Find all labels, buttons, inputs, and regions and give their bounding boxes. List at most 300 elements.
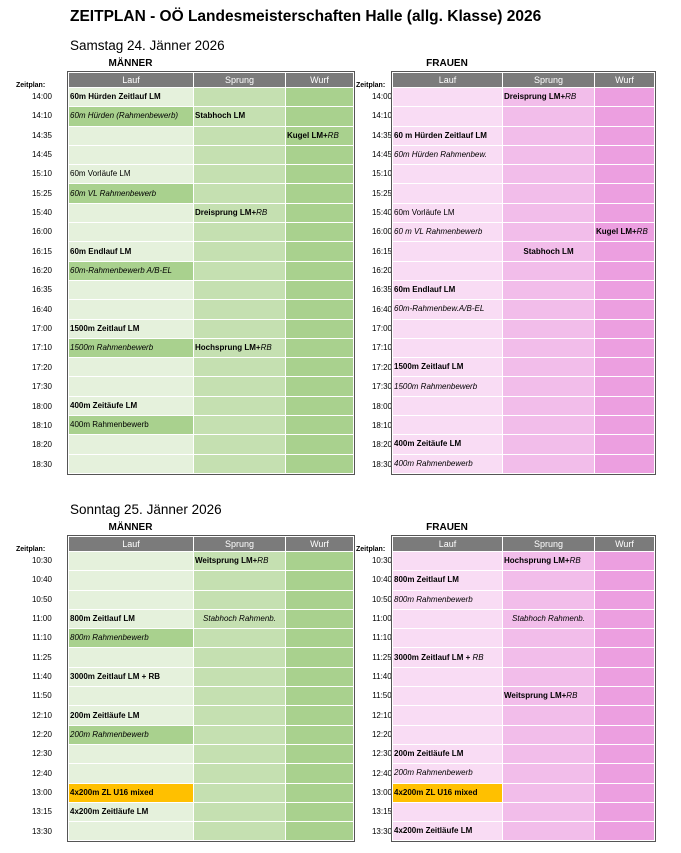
time-cell: 15:40 xyxy=(31,208,53,218)
event-text: 3000m Zeitlauf LM + RB xyxy=(70,671,161,681)
lauf-cell xyxy=(69,377,194,396)
sprung-cell xyxy=(503,203,595,222)
schedule-table-frauen xyxy=(392,72,655,474)
sprung-cell xyxy=(194,609,286,628)
wurf-cell xyxy=(286,552,354,571)
time-cell: 12:10 xyxy=(371,710,393,720)
sprung-cell xyxy=(503,454,595,473)
sprung-cell xyxy=(503,687,595,706)
table-row xyxy=(393,435,655,454)
event-text: 400m Rahmenbewerb xyxy=(70,420,149,430)
wurf-cell xyxy=(595,203,655,222)
lauf-cell xyxy=(69,88,194,107)
table-row xyxy=(69,744,354,763)
time-cell: 13:30 xyxy=(371,826,393,836)
table-row xyxy=(69,88,354,107)
lauf-cell xyxy=(393,725,503,744)
lauf-cell xyxy=(69,145,194,164)
table-row xyxy=(393,416,655,435)
table-row xyxy=(393,165,655,184)
time-cell: 10:50 xyxy=(371,594,393,604)
wurf-cell xyxy=(595,107,655,126)
table-row xyxy=(393,203,655,222)
table-row xyxy=(393,454,655,473)
wurf-cell xyxy=(286,242,354,261)
lauf-cell xyxy=(393,667,503,686)
maenner-label: MÄNNER xyxy=(108,522,153,533)
wurf-cell xyxy=(286,802,354,821)
wurf-cell xyxy=(595,358,655,377)
table-row xyxy=(393,783,655,802)
time-column-maenner xyxy=(18,87,66,474)
time-column-maenner xyxy=(18,551,66,841)
time-cell: 18:00 xyxy=(371,401,393,411)
sprung-cell xyxy=(194,590,286,609)
table-row xyxy=(69,435,354,454)
event-text: 800m Rahmenbewerb xyxy=(70,633,149,643)
lauf-cell xyxy=(393,165,503,184)
event-text: 1500m Rahmenbewerb xyxy=(394,381,478,391)
sprung-cell xyxy=(503,280,595,299)
time-cell: 18:10 xyxy=(31,420,53,430)
event-text: Weitsprung LM+ xyxy=(195,556,258,566)
sprung-cell xyxy=(503,648,595,667)
table-row xyxy=(393,377,655,396)
schedule-table-maenner xyxy=(68,536,354,841)
event-text: 4x200m Zeitläufe LM xyxy=(70,807,149,816)
table-row xyxy=(393,126,655,145)
lauf-cell xyxy=(69,552,194,571)
wurf-cell xyxy=(286,744,354,763)
event-text: 60 m Hürden Zeitlauf LM xyxy=(394,130,487,140)
wurf-cell xyxy=(286,416,354,435)
table-row xyxy=(393,261,655,280)
time-cell: 17:00 xyxy=(31,324,53,334)
sprung-cell xyxy=(503,396,595,415)
time-cell: 16:40 xyxy=(371,304,393,314)
sprung-cell xyxy=(194,319,286,338)
table-row xyxy=(69,126,354,145)
time-cell: 10:50 xyxy=(31,594,53,604)
table-row xyxy=(393,396,655,415)
time-cell: 17:10 xyxy=(371,343,393,353)
lauf-cell xyxy=(393,319,503,338)
table-row xyxy=(69,338,354,357)
lauf-cell xyxy=(393,280,503,299)
sprung-cell xyxy=(503,667,595,686)
table-row xyxy=(393,802,655,821)
lauf-cell xyxy=(393,107,503,126)
sprung-cell xyxy=(503,319,595,338)
event-text: Kugel LM+ xyxy=(287,130,328,140)
sprung-cell xyxy=(194,107,286,126)
sprung-cell xyxy=(503,629,595,648)
table-row xyxy=(393,590,655,609)
time-cell: 17:10 xyxy=(31,343,53,353)
sprung-cell xyxy=(194,242,286,261)
table-row xyxy=(69,396,354,415)
event-text: Hochsprung LM+ xyxy=(504,556,570,566)
lauf-cell xyxy=(69,203,194,222)
table-row xyxy=(393,358,655,377)
sprung-cell xyxy=(194,725,286,744)
lauf-cell xyxy=(393,802,503,821)
table-row xyxy=(69,725,354,744)
wurf-cell xyxy=(286,165,354,184)
event-text: 800m Rahmenbewerb xyxy=(394,594,473,604)
time-cell: 11:50 xyxy=(32,691,52,701)
wurf-cell xyxy=(595,338,655,357)
wurf-cell xyxy=(595,609,655,628)
wurf-cell xyxy=(595,454,655,473)
lauf-cell xyxy=(393,300,503,319)
wurf-cell xyxy=(595,377,655,396)
wurf-cell xyxy=(595,590,655,609)
time-cell: 12:10 xyxy=(31,710,53,720)
table-row xyxy=(393,552,655,571)
wurf-cell xyxy=(595,687,655,706)
lauf-cell xyxy=(69,571,194,590)
lauf-cell xyxy=(69,126,194,145)
event-text: Stabhoch LM xyxy=(195,111,246,121)
event-text: 60m Hürden (Rahmenbewerb) xyxy=(70,111,179,121)
lauf-cell xyxy=(393,126,503,145)
event-text: Stabhoch LM xyxy=(523,246,574,256)
time-cell: 18:30 xyxy=(31,459,53,469)
sprung-cell xyxy=(194,203,286,222)
wurf-cell xyxy=(286,280,354,299)
wurf-cell xyxy=(595,319,655,338)
table-row xyxy=(393,338,655,357)
sprung-cell xyxy=(194,261,286,280)
time-cell: 18:10 xyxy=(371,420,393,430)
lauf-cell xyxy=(393,416,503,435)
table-row xyxy=(393,764,655,783)
wurf-cell xyxy=(595,744,655,763)
sprung-cell xyxy=(503,744,595,763)
wurf-cell xyxy=(595,242,655,261)
wurf-cell xyxy=(595,667,655,686)
sprung-cell xyxy=(503,242,595,261)
event-text: 200m Zeitläufe LM xyxy=(394,749,464,759)
lauf-cell xyxy=(69,184,194,203)
wurf-cell xyxy=(286,667,354,686)
wurf-cell xyxy=(595,126,655,145)
wurf-cell xyxy=(286,319,354,338)
event-text: 1500m Rahmenbewerb xyxy=(70,343,154,352)
sprung-cell xyxy=(194,396,286,415)
sprung-cell xyxy=(503,145,595,164)
wurf-cell xyxy=(286,377,354,396)
wurf-cell xyxy=(595,725,655,744)
time-cell: 17:30 xyxy=(371,382,393,392)
table-row xyxy=(393,648,655,667)
time-cell: 12:40 xyxy=(371,768,393,778)
sprung-cell xyxy=(503,783,595,802)
wurf-cell xyxy=(595,145,655,164)
lauf-cell xyxy=(393,358,503,377)
sprung-cell xyxy=(503,609,595,628)
time-cell: 17:20 xyxy=(371,362,393,372)
wurf-cell xyxy=(286,783,354,802)
wurf-cell xyxy=(286,435,354,454)
time-cell: 16:40 xyxy=(31,304,53,314)
time-cell: 15:10 xyxy=(31,169,53,179)
sprung-cell xyxy=(194,300,286,319)
sprung-cell xyxy=(503,300,595,319)
time-cell: 14:35 xyxy=(31,130,53,140)
wurf-cell xyxy=(595,764,655,783)
table-row xyxy=(69,687,354,706)
table-row xyxy=(393,667,655,686)
wurf-cell xyxy=(286,88,354,107)
lauf-cell xyxy=(69,107,194,126)
sprung-cell xyxy=(194,126,286,145)
time-cell: 17:00 xyxy=(371,324,393,334)
sprung-cell xyxy=(194,571,286,590)
table-row xyxy=(393,300,655,319)
lauf-cell xyxy=(393,435,503,454)
event-text: 400m Rahmenbewerb xyxy=(394,458,473,468)
table-row xyxy=(69,571,354,590)
time-cell: 13:00 xyxy=(371,788,393,798)
wurf-cell xyxy=(286,764,354,783)
wurf-cell xyxy=(286,107,354,126)
table-row xyxy=(69,783,354,802)
event-text: Weitsprung LM+ xyxy=(504,691,567,701)
table-row xyxy=(69,145,354,164)
wurf-cell xyxy=(286,300,354,319)
wurf-cell xyxy=(286,145,354,164)
rb-suffix: RB xyxy=(260,343,272,352)
time-cell: 14:10 xyxy=(31,111,53,121)
table-row xyxy=(393,242,655,261)
lauf-cell xyxy=(393,764,503,783)
time-cell: 11:50 xyxy=(372,691,392,701)
table-row xyxy=(393,145,655,164)
lauf-cell xyxy=(393,338,503,357)
sprung-cell xyxy=(503,822,595,841)
wurf-cell xyxy=(286,648,354,667)
lauf-cell xyxy=(69,822,194,841)
lauf-cell xyxy=(69,629,194,648)
table-row xyxy=(69,280,354,299)
time-cell: 16:35 xyxy=(371,285,393,295)
day-label: Sonntag 25. Jänner 2026 xyxy=(70,502,222,517)
lauf-cell xyxy=(69,609,194,628)
event-text: 4x200m ZL U16 mixed xyxy=(70,787,154,797)
wurf-cell xyxy=(595,783,655,802)
sprung-cell xyxy=(194,802,286,821)
frauen-label: FRAUEN xyxy=(426,58,468,69)
wurf-cell xyxy=(286,629,354,648)
lauf-cell xyxy=(69,783,194,802)
time-cell: 16:15 xyxy=(31,246,53,256)
event-text: Dreisprung LM+ xyxy=(504,92,566,102)
event-text: 60m Vorläufe LM xyxy=(70,169,131,179)
event-text: 60m Hürden Zeitlauf LM xyxy=(70,92,161,102)
lauf-cell xyxy=(69,435,194,454)
table-row xyxy=(69,319,354,338)
table-row xyxy=(69,802,354,821)
sprung-cell xyxy=(503,223,595,242)
time-cell: 18:20 xyxy=(31,440,53,450)
lauf-cell xyxy=(69,667,194,686)
lauf-cell xyxy=(69,454,194,473)
lauf-cell xyxy=(393,377,503,396)
wurf-cell xyxy=(595,280,655,299)
wurf-cell xyxy=(595,629,655,648)
table-row xyxy=(69,107,354,126)
sprung-cell xyxy=(194,744,286,763)
table-row xyxy=(393,706,655,725)
wurf-cell xyxy=(286,822,354,841)
col-header-wurf: Wurf xyxy=(595,73,655,88)
col-header-wurf: Wurf xyxy=(286,537,354,552)
page-title: ZEITPLAN - OÖ Landesmeisterschaften Halle (allg. Klasse) 2026 xyxy=(70,8,542,25)
sprung-cell xyxy=(503,165,595,184)
lauf-cell xyxy=(69,300,194,319)
wurf-cell xyxy=(286,223,354,242)
col-header-sprung: Sprung xyxy=(503,73,595,88)
sprung-cell xyxy=(503,706,595,725)
lauf-cell xyxy=(69,687,194,706)
event-text: 60m-Rahmenbewerb A/B-EL xyxy=(70,265,172,275)
sprung-cell xyxy=(503,435,595,454)
table-row xyxy=(393,280,655,299)
sprung-cell xyxy=(503,764,595,783)
table-row xyxy=(69,203,354,222)
time-cell: 12:20 xyxy=(371,730,393,740)
table-row xyxy=(69,454,354,473)
sprung-cell xyxy=(503,184,595,203)
table-row xyxy=(393,107,655,126)
table-row xyxy=(393,822,655,841)
time-cell: 16:20 xyxy=(31,266,53,276)
event-text: Stabhoch Rahmenb. xyxy=(203,614,276,624)
event-text: Stabhoch Rahmenb. xyxy=(512,614,585,624)
wurf-cell xyxy=(286,184,354,203)
time-cell: 17:30 xyxy=(31,382,53,392)
table-row xyxy=(69,300,354,319)
lauf-cell xyxy=(393,687,503,706)
event-text: Hochsprung LM+ xyxy=(195,343,261,352)
time-cell: 11:00 xyxy=(32,614,52,624)
lauf-cell xyxy=(69,764,194,783)
zeitplan-label-right: Zeitplan: xyxy=(356,82,386,89)
wurf-cell xyxy=(595,435,655,454)
wurf-cell xyxy=(286,203,354,222)
wurf-cell xyxy=(595,88,655,107)
time-cell: 16:20 xyxy=(371,266,393,276)
lauf-cell xyxy=(393,203,503,222)
table-row xyxy=(69,648,354,667)
sprung-cell xyxy=(194,184,286,203)
table-row xyxy=(393,319,655,338)
time-cell: 12:30 xyxy=(31,749,53,759)
sprung-cell xyxy=(194,435,286,454)
sprung-cell xyxy=(503,416,595,435)
lauf-cell xyxy=(393,648,503,667)
col-header-wurf: Wurf xyxy=(595,537,655,552)
time-cell: 15:25 xyxy=(31,188,53,198)
sprung-cell xyxy=(503,571,595,590)
rb-suffix: RB xyxy=(327,130,339,140)
table-row xyxy=(393,744,655,763)
time-cell: 18:00 xyxy=(31,401,53,411)
table-row xyxy=(393,88,655,107)
time-cell: 16:15 xyxy=(371,246,393,256)
lauf-cell xyxy=(393,223,503,242)
lauf-cell xyxy=(69,319,194,338)
time-cell: 11:10 xyxy=(372,633,392,643)
wurf-cell xyxy=(286,687,354,706)
event-text: 4x200m ZL U16 mixed xyxy=(394,787,478,797)
table-row xyxy=(69,242,354,261)
sprung-cell xyxy=(194,377,286,396)
lauf-cell xyxy=(393,783,503,802)
table-row xyxy=(69,822,354,841)
col-header-wurf: Wurf xyxy=(286,73,354,88)
time-cell: 18:20 xyxy=(371,440,393,450)
time-cell: 14:00 xyxy=(371,92,393,101)
event-text: 800m Zeitlauf LM xyxy=(70,614,135,624)
sprung-cell xyxy=(503,590,595,609)
event-text: 60m Vorläufe LM xyxy=(394,207,455,217)
rb-suffix: RB xyxy=(569,556,581,566)
wurf-cell xyxy=(286,454,354,473)
sprung-cell xyxy=(503,107,595,126)
sprung-cell xyxy=(194,764,286,783)
sprung-cell xyxy=(194,783,286,802)
event-text: 60m Endlauf LM xyxy=(70,246,132,256)
rb-suffix: RB xyxy=(566,691,578,701)
event-text: 800m Zeitlauf LM xyxy=(394,575,459,585)
col-header-lauf: Lauf xyxy=(69,537,194,552)
table-row xyxy=(69,667,354,686)
table-row xyxy=(393,725,655,744)
sprung-cell xyxy=(194,822,286,841)
col-header-lauf: Lauf xyxy=(393,73,503,88)
wurf-cell xyxy=(286,609,354,628)
event-text: 60m-Rahmenbew.A/B-EL xyxy=(394,304,485,314)
wurf-cell xyxy=(286,590,354,609)
sprung-cell xyxy=(503,261,595,280)
sprung-cell xyxy=(503,358,595,377)
lauf-cell xyxy=(69,744,194,763)
event-text: 200m Rahmenbewerb xyxy=(70,729,149,739)
time-cell: 18:30 xyxy=(371,459,393,469)
time-cell: 11:40 xyxy=(372,672,392,682)
wurf-cell xyxy=(286,706,354,725)
table-row xyxy=(69,358,354,377)
table-row xyxy=(69,552,354,571)
wurf-cell xyxy=(286,358,354,377)
lauf-cell xyxy=(393,744,503,763)
lauf-cell xyxy=(393,706,503,725)
table-row xyxy=(69,165,354,184)
sprung-cell xyxy=(194,280,286,299)
maenner-label: MÄNNER xyxy=(108,58,153,69)
time-cell: 13:00 xyxy=(31,788,53,798)
sprung-cell xyxy=(194,88,286,107)
sprung-cell xyxy=(194,145,286,164)
lauf-cell xyxy=(69,396,194,415)
time-cell: 14:45 xyxy=(31,150,53,160)
lauf-cell xyxy=(69,358,194,377)
event-text: Dreisprung LM+ xyxy=(195,207,257,217)
rb-suffix: RB xyxy=(565,92,577,102)
